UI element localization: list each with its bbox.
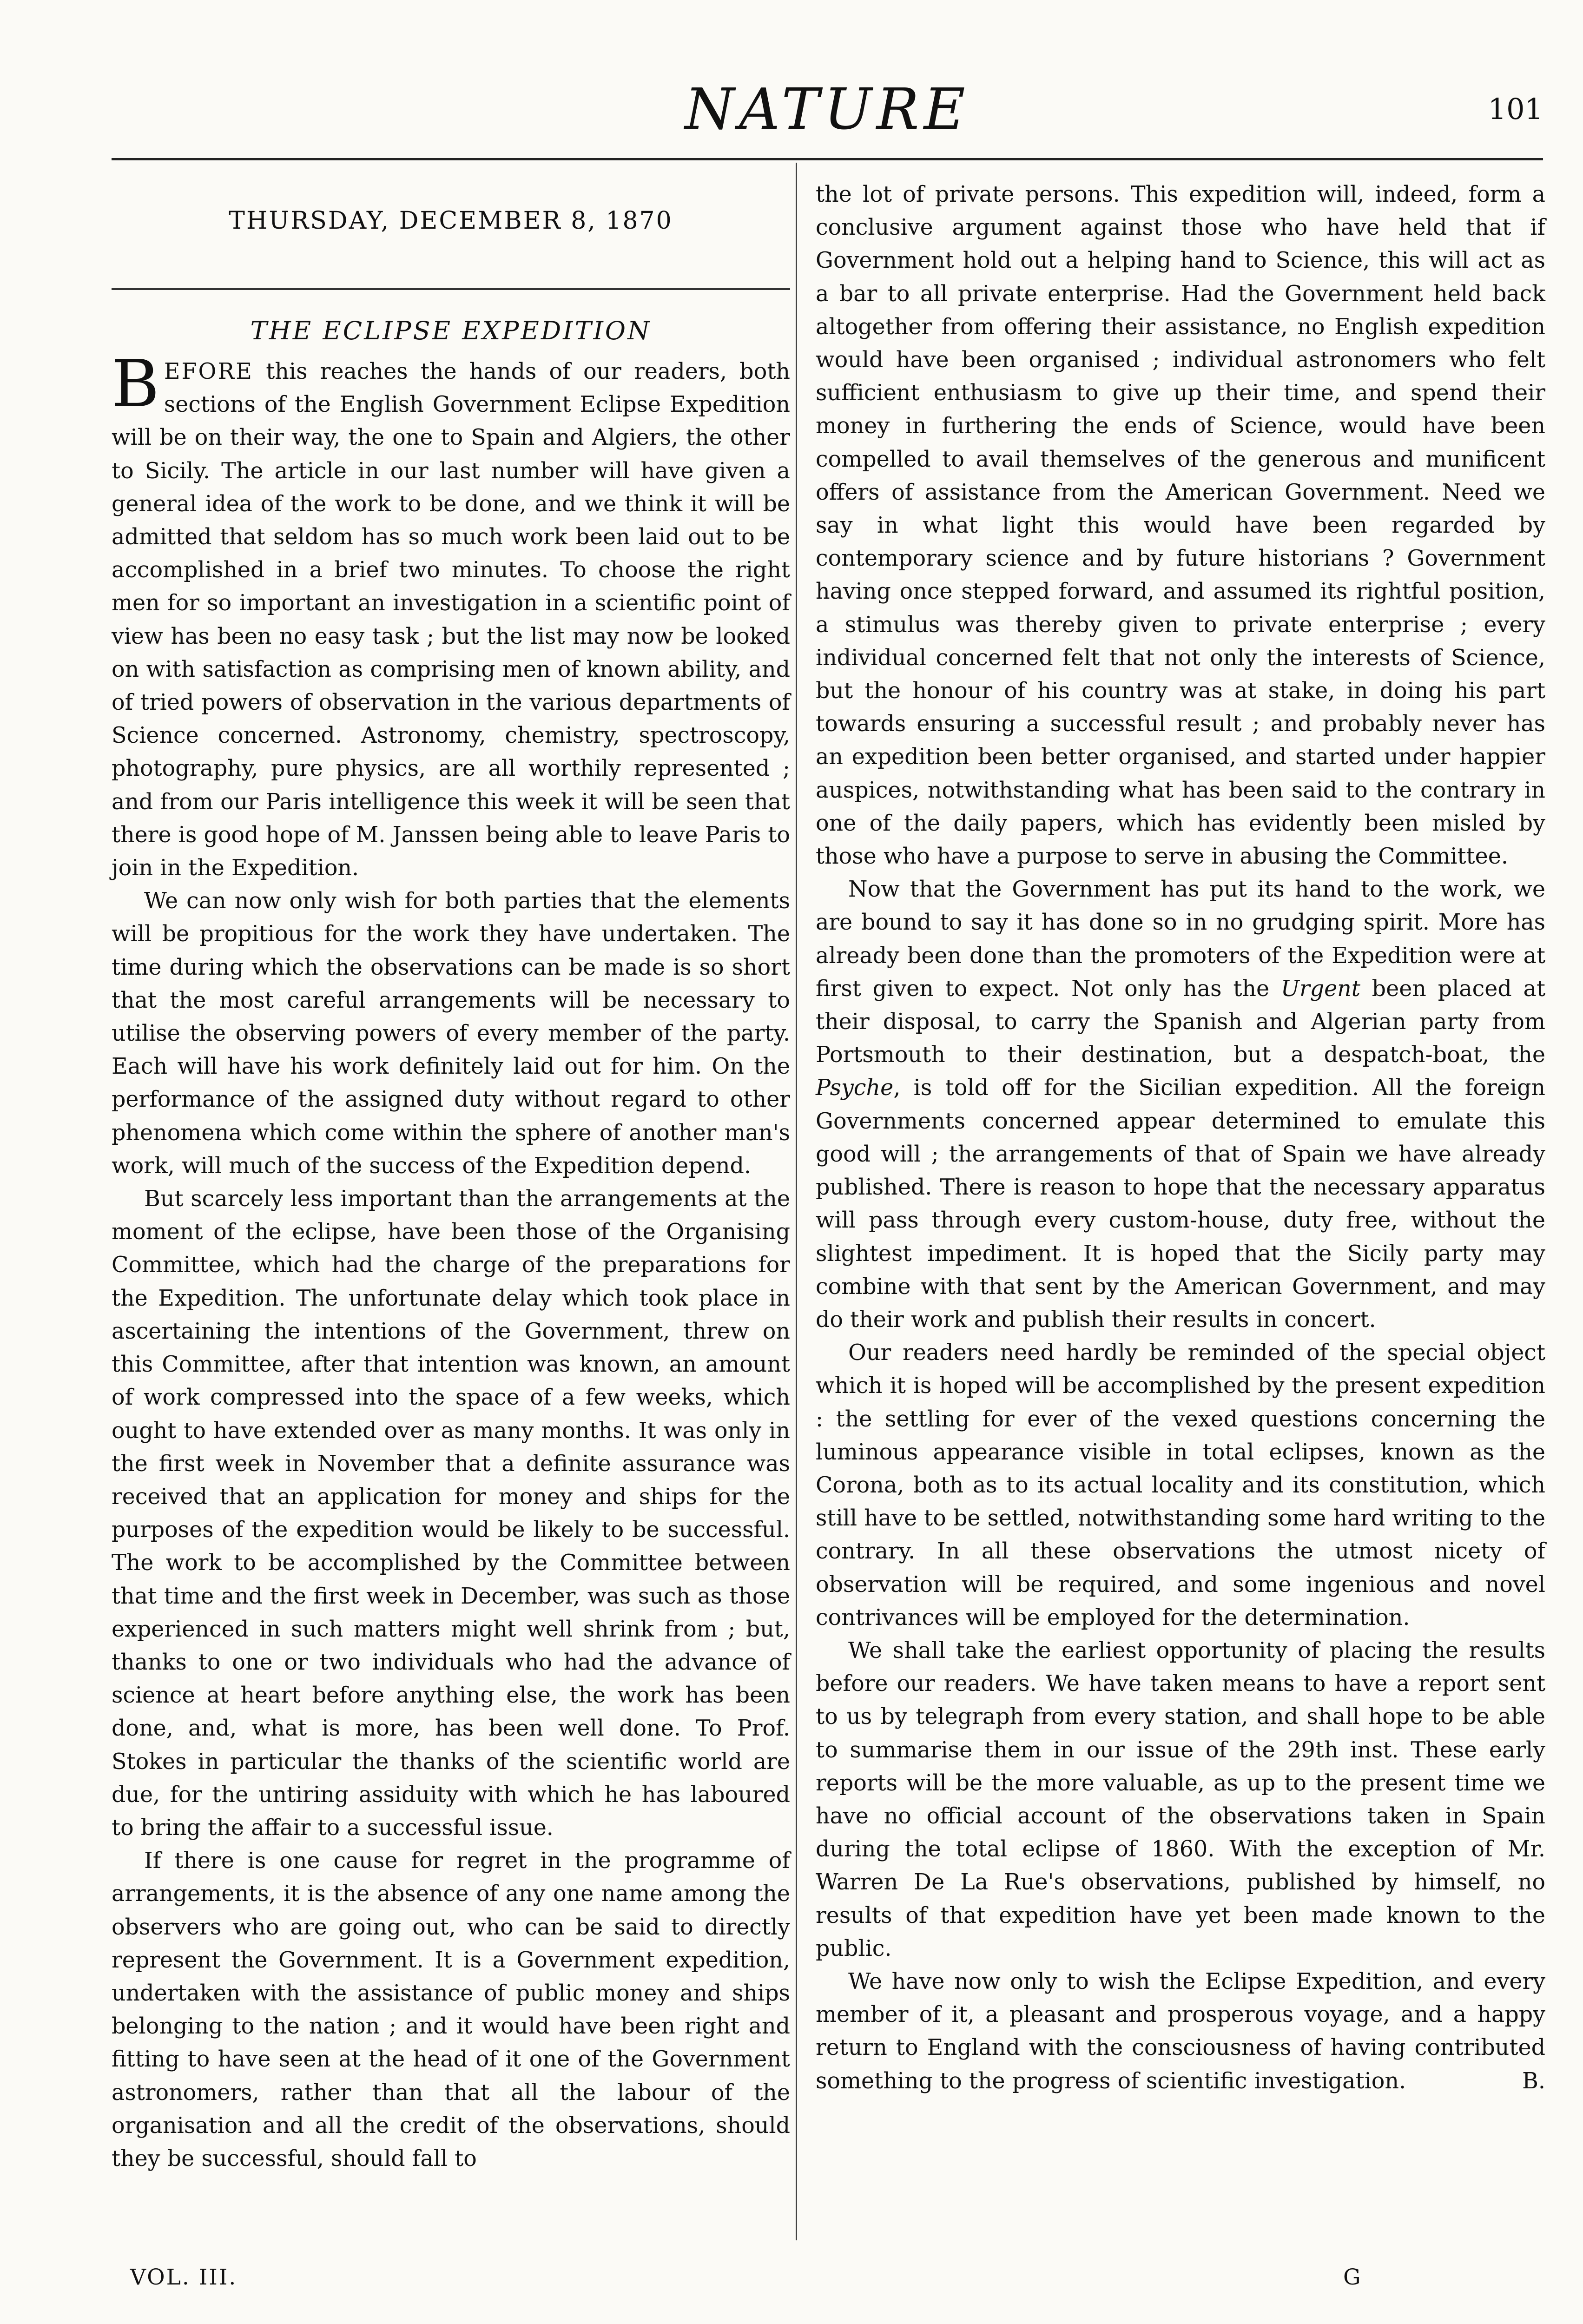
paragraph-text: been placed at their disposal, to carry the Spanish and Algerian party from Portsmouth to their destination, but a despatch-boat, the xyxy=(816,976,1545,1068)
paragraph xyxy=(816,873,1545,1336)
page-header xyxy=(112,70,1543,149)
journal-title: NATURE xyxy=(685,76,970,142)
paragraph: But scarcely less important than the arrangements at the moment of the eclipse, have been those of the Organising Committee, which had the charge of the preparations for the Expedition. The unfortunate delay which took place in ascertaining the intentions of the Government, threw on this Committee, after that intention was known, an amount of work compressed into the space of a few weeks, which ought to have extended over as many months. It was only in the first week in November that a definite assurance was received that an application for money and ships for the purposes of the expedition would be likely to be successful. The work to be accomplished by the Committee between that time and the first week in December, was such as those experienced in such matters might well shrink from ; but, thanks to one or two individuals who had the advance of science at heart before anything else, the work has been done, and, what is more, has been well done. To Prof. Stokes in particular the thanks of the scientific world are due, for the untiring assiduity with which he has laboured to bring the affair to a successful issue. xyxy=(112,1186,790,1841)
page-number: 101 xyxy=(1488,92,1543,126)
paragraph: If there is one cause for regret in the programme of arrangements, it is the absence of any one name among the observers who are going out, who can be said to directly represent the Government. It is a Government expedition, undertaken with the assistance of public money and ships belonging to the nation ; and it would have been right and fitting to have seen at the head of it one of the Government astronomers, rather than that all the labour of the organisation and all the credit of the observations, should they be successful, should fall to xyxy=(112,1848,790,2172)
dateline: THURSDAY, DECEMBER 8, 1870 xyxy=(229,207,673,235)
paragraph-text: Now that the Government has put its hand to the work, we are bound to say it has done so in no grudging spirit. More has already been done than the promoters of the Expedition were at first given to expect. Not only has the xyxy=(816,877,1545,1002)
paragraph: We shall take the earliest opportunity of placing the results before our readers. We have taken means to have a report sent to us by telegraph from every station, and shall hope to be able to summarise them in our issue of the 29th inst. These early reports will be the more valuable, as up to the present time we have no official account of the observations taken in Spain during the total eclipse of 1860. With the exception of Mr. Warren De La Rue's observations, published by himself, no results of that expedition have yet been made known to the public. xyxy=(816,1637,1545,1961)
column-divider xyxy=(796,163,797,2240)
drop-cap: B xyxy=(112,346,159,422)
author-signature: B. xyxy=(1522,2068,1545,2094)
paragraph xyxy=(816,1965,1545,2098)
article-title: THE ECLIPSE EXPEDITION xyxy=(250,316,652,345)
volume-footer: VOL. III. xyxy=(130,2265,237,2290)
paragraph: Our readers need hardly be reminded of the special object which it is hoped will be accomplished by the present expedition : the settling for ever of the vexed questions concerning the luminous appearance visible in total eclipses, known as the Corona, both as to its actual locality and its constitution, which still have to be settled, notwithstanding some hard writing to the contrary. In all these observations the utmost nicety of observation will be required, and some ingenious and novel contrivances will be employed for the determination. xyxy=(816,1340,1545,1631)
lead-paragraph xyxy=(112,346,790,885)
ship-name-psyche: Psyche xyxy=(816,1075,894,1101)
ship-name-urgent: Urgent xyxy=(1280,976,1360,1002)
paragraph: We can now only wish for both parties that the elements will be propitious for the work they have undertaken. The time during which the observations can be made is so short that the most careful arrangements will be necessary to utilise the observing powers of every member of the party. Each will have his work definitely laid out for him. On the performance of the assigned duty without regard to other phenomena which come within the sphere of another man's work, will much of the success of the Expedition depend. xyxy=(112,888,790,1179)
right-column xyxy=(816,178,1545,2098)
lead-caps: EFORE xyxy=(164,359,253,384)
paragraph-text: We have now only to wish the Eclipse Expedition, and every member of it, a pleasant and prosperous voyage, and a happy return to England with the consciousness of having contributed something to the progress of scientific investigation. xyxy=(816,1968,1545,2094)
lead-text: this reaches the hands of our readers, both sections of the English Government Eclipse Expedition will be on their way, the one to Spain and Algiers, the other to Sicily. The article in our last number will have given a general idea of the work to be done, and we think it will be admitted that seldom has so much work been laid out to be accomplished in a brief two minutes. To choose the right men for so important an investigation in a scientific point of view has been no easy task ; but the list may now be looked on with satisfaction as comprising men of known ability, and of tried powers of observation in the various departments of Science concerned. Astronomy, chemistry, spectroscopy, photography, pure physics, are all worthily represented ; and from our Paris intelligence this week it will be seen that there is good hope of M. Janssen being able to leave Paris to join in the Expedition. xyxy=(112,359,790,881)
dateline-rule xyxy=(112,288,790,290)
paragraph-continued: the lot of private persons. This expedition will, indeed, form a conclusive argument against those who have held that if Government hold out a helping hand to Science, this will act as a bar to all private enterprise. Had the Government held back altogether from offering their assistance, no English expedition would have been organised ; individual astronomers who felt sufficient enthusiasm to give up their time, and spend their money in furthering the ends of Science, would have been compelled to avail themselves of the generous and munificent offers of assistance from the American Government. Need we say in what light this would have been regarded by contemporary science and by future historians ? Government having once stepped forward, and assumed its rightful position, a stimulus was thereby given to private enterprise ; every individual concerned felt that not only the interests of Science, but the honour of his country was at stake, in doing his part towards ensuring a successful result ; and probably never has an expedition been better organised, and started under happier auspices, notwithstanding what has been said to the contrary in one of the daily papers, which has evidently been misled by those who have a purpose to serve in abusing the Committee. xyxy=(816,182,1545,870)
signature-mark: G xyxy=(1343,2265,1361,2290)
paragraph-text: , is told off for the Sicilian expedition. All the foreign Governments concerned appear determined to emulate this good will ; the arrangements of that of Spain we have already published. There is reason to hope that the necessary apparatus will pass through every custom-house, duty free, without the slightest impediment. It is hoped that the Sicily party may combine with that sent by the American Government, and may do their work and publish their results in concert. xyxy=(816,1075,1545,1333)
header-rule xyxy=(112,158,1543,160)
left-column xyxy=(112,174,790,2175)
